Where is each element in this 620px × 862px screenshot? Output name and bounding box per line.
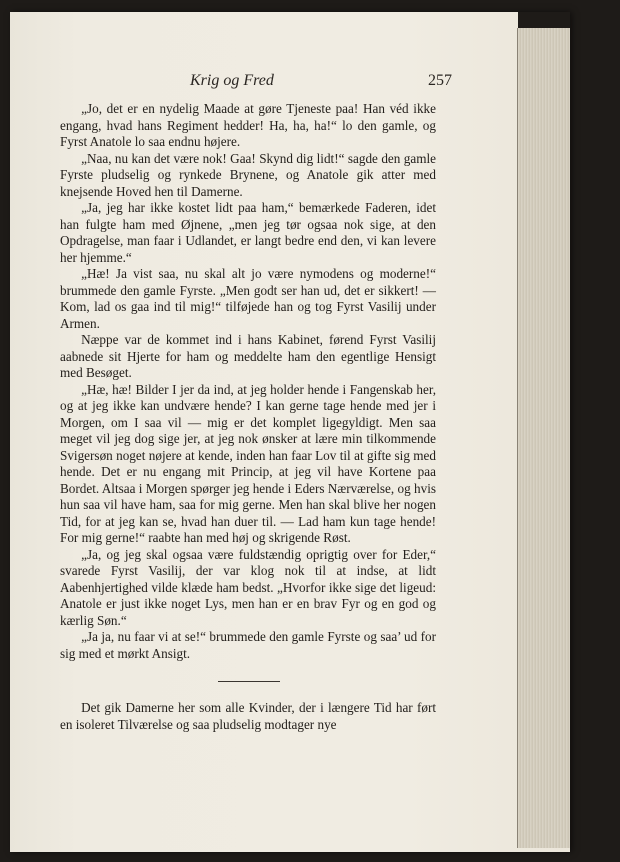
paragraph: „Jo, det er en nydelig Maade at gøre Tjeneste paa! Han véd ikke engang, hvad hans Regiment hedder! Ha, ha, ha!“ lo den gamle, og Fyrst Anatole lo saa endnu højere. xyxy=(60,101,436,149)
paragraph: „Ja, jeg har ikke kostet lidt paa ham,“ bemærkede Faderen, idet han fulgte ham med Øjnene, „men jeg tør ogsaa nok sige, at den Opdragelse, man faar i Udlandet, er langt bedre end den, vi kan levere her hjemme.“ xyxy=(60,200,436,265)
paragraph: „Ja ja, nu faar vi at se!“ brummede den gamle Fyrste og saa’ ud for sig med et mørkt Ansigt. xyxy=(60,629,436,661)
section-text xyxy=(60,700,436,733)
page-header xyxy=(190,72,452,96)
body-text xyxy=(60,101,436,662)
paragraph: „Ja, og jeg skal ogsaa være fuldstændig oprigtig over for Eder,“ svarede Fyrst Vasilij, der var klog nok til at indse, at lidt Aabenhjertighed vilde klæde ham bedst. „Hvorfor ikke sige det ligeud: Anatole er just ikke noget Lys, men han er en brav Fyr og en god og kærlig Søn.“ xyxy=(60,546,436,628)
paragraph: Næppe var de kommet ind i hans Kabinet, førend Fyrst Vasilij aabnede sit Hjerte for ham og meddelte ham den egentlige Hensigt med Besøget. xyxy=(60,332,436,380)
page-number: 257 xyxy=(428,72,452,89)
page-edges xyxy=(517,28,570,848)
running-title: Krig og Fred xyxy=(190,72,274,89)
paragraph: Det gik Damerne her som alle Kvinder, der i længere Tid har ført en isoleret Tilværelse og saa pludselig modtager nye xyxy=(60,700,436,732)
paragraph: „Hæ, hæ! Bilder I jer da ind, at jeg holder hende i Fangenskab her, og at jeg ikke kan undvære hende? I kan gerne tage hende med jer i Morgen, om I saa vil — mig er det komplet ligegyldigt. Men saa meget vil jeg dog sige jer, at jeg nok ønsker at lære min tilkommende Svigersøn noget nøjere at kende, inden han faar Lov til at gifte sig med hende. Det er nu engang mit Princip, at jeg vil have Kortene paa Bordet. Altsaa i Morgen spørger jeg hende i Eders Nærværelse, og hvis hun saa vil have ham, saa for mig gerne. Men han skal blive her nogen Tid, for at jeg kan se, hvad han duer til. — Lad ham kun tage hende! For mig gerne!“ raabte han med høj og skrigende Røst. xyxy=(60,381,436,545)
paragraph: „Hæ! Ja vist saa, nu skal alt jo være nymodens og moderne!“ brummede den gamle Fyrste. „Men godt ser han ud, det er sikkert! — Kom, lad os gaa ind til mig!“ tilføjede han og tog Fyrst Vasilij under Armen. xyxy=(60,266,436,331)
section-divider xyxy=(218,681,280,682)
paragraph: „Naa, nu kan det være nok! Gaa! Skynd dig lidt!“ sagde den gamle Fyrste pludselig og rynkede Brynene, og Anatole gik atter med knejsende Hoved hen til Damerne. xyxy=(60,150,436,199)
